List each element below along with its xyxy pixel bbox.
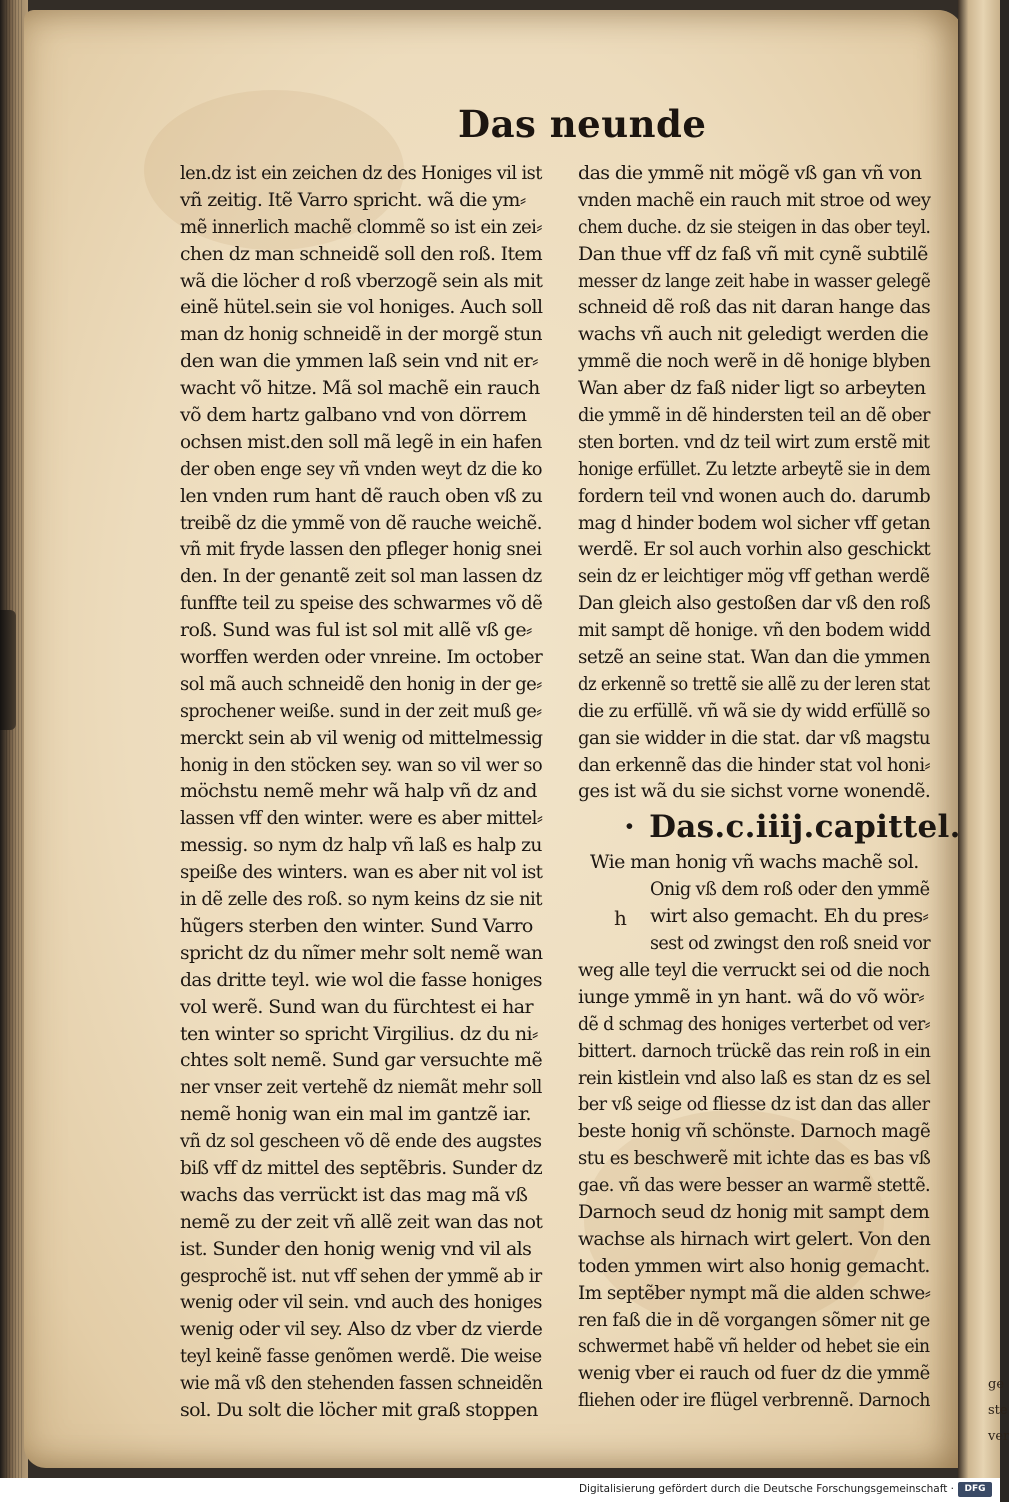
text-line: dan erkennẽ das die hinder stat vol honi⸗ [578,753,930,776]
chapter-opening [578,876,930,957]
text-line: chem duche. dz sie steigen in das ober teyl. [578,215,931,238]
text-line: schwermet habẽ vñ helder od hebet sie ein [578,1335,930,1358]
text-line: wachs das verrückt ist das mag mã vß [180,1183,528,1206]
text-line: merckt sein ab vil wenig od mittelmessig [180,726,543,749]
text-line: worffen werden oder vnreine. Im october [180,646,543,669]
text-line: ten winter so spricht Virgilius. dz du ni⸗ [180,1022,538,1045]
text-line: den. In der genantẽ zeit sol man lassen dz [180,565,542,588]
text-line: vol werẽ. Sund wan du fürchtest ei har [180,995,533,1018]
text-line: nemẽ zu der zeit vñ allẽ zeit wan das not [180,1210,543,1233]
text-line: len vnden rum hant dẽ rauch oben vß zu [180,484,543,507]
text-line: mag d hinder bodem wol sicher vff getan [578,511,930,534]
text-line: werdẽ. Er sol auch vorhin also geschickt [578,538,931,561]
book-clasp [0,610,16,730]
text-line: ymmẽ die noch werẽ in dẽ honige blyben [578,350,931,373]
text-line: das dritte teyl. wie wol die fasse honiges [180,968,542,991]
text-line: Wan aber dz faß nider ligt so arbeyten [578,377,926,400]
text-line: mit sampt dẽ honige. vñ den bodem widd [578,619,931,642]
footer-bar [0,1478,1000,1502]
text-line: lassen vff den winter. were es aber mittel⸗ [180,807,543,830]
text-line: vñ zeitig. Itẽ Varro spricht. wã die ym⸗ [180,188,526,211]
text-line: sprochener weiße. sund in der zeit muß ge⸗ [180,699,542,722]
text-line: wirt also gemacht. Eh du pres⸗ [650,905,929,928]
text-line: mẽ innerlich machẽ clommẽ so ist ein zei⸗ [180,215,542,238]
text-line: wã die löcher d roß vberzogẽ sein als mit [180,269,543,292]
text-line: treibẽ dz die ymmẽ von dẽ rauche weichẽ. [180,511,542,534]
text-line: wie mã vß den stehenden fassen schneidẽn [180,1372,543,1395]
facing-page-fragment: ver [988,1429,1009,1444]
initial-letter-guide: h [614,906,627,931]
text-line: wenig vber ei rauch od fuer dz die ymmẽ [578,1362,930,1385]
text-line: Dan thue vff dz faß vñ mit cynẽ subtilẽ [578,242,928,265]
text-line: gan sie widder in die stat. dar vß magstu [578,726,930,749]
text-line: ner vnser zeit vertehẽ dz niemãt mehr soll [180,1076,542,1099]
facing-page-edge [958,0,1009,1478]
text-line: Onig vß dem roß oder den ymmẽ [650,878,930,901]
text-line: messer dz lange zeit habe in wasser gelegẽ [578,269,931,292]
text-line: dẽ d schmag des honiges verterbet od ver⸗ [578,1012,930,1035]
right-column-text-top [578,160,930,805]
text-line: spricht dz du nĩmer mehr solt nemẽ wan [180,941,543,964]
footer-credit: Digitalisierung gefördert durch die Deutsche Forschungsgemeinschaft · [578,1483,954,1495]
text-line: toden ymmen wirt also honig gemacht. [578,1254,930,1277]
text-line: rein kistlein vnd also laß es stan dz es sel [578,1066,931,1089]
text-line: fliehen oder ire flügel verbrennẽ. Darnoch [578,1389,930,1412]
text-line: wenig oder vil sey. Also dz vber dz vierde [180,1318,543,1341]
text-line: roß. Sund was ful ist sol mit allẽ vß ge⸗ [180,619,532,642]
left-text-column [180,160,542,1424]
text-line: wachs vñ auch nit geledigt werden die [578,323,929,346]
text-line: bittert. darnoch trückẽ das rein roß in ein [578,1039,931,1062]
text-line: vñ dz sol gescheen võ dẽ ende des augstes [180,1130,542,1153]
text-line: ist. Sunder den honig wenig vnd vil als [180,1237,532,1260]
text-line: stu es beschwerẽ mit ichte das es bas vß [578,1147,931,1170]
text-line: iunge ymmẽ in yn hant. wã do võ wör⸗ [578,985,924,1008]
running-head: Das neunde [458,102,707,146]
text-line: gae. vñ das were besser an warmẽ stettẽ. [578,1174,931,1197]
text-line: den wan die ymmen laß sein vnd nit er⸗ [180,350,538,373]
text-line: Darnoch seud dz honig mit sampt dem [578,1200,930,1223]
right-column-text-bottom [578,957,930,1414]
text-line: wacht võ hitze. Mã sol machẽ ein rauch [180,377,540,400]
text-line: chen dz man schneidẽ soll den roß. Item [180,242,543,265]
text-line: ochsen mist.den soll mã legẽ in ein hafen [180,430,542,453]
chapter-heading: · Das.c.iiij.capittel. [624,809,961,846]
chapter-heading-text: Das.c.iiij.capittel. [649,809,961,846]
text-line: võ dem hartz galbano vnd von dörrem [180,404,527,427]
text-line: messig. so nym dz halp vñ laß es halp zu [180,834,542,857]
text-line: Im septẽber nympt mã die alden schwe⸗ [578,1281,931,1304]
text-line: fordern teil vnd wonen auch do. darumb [578,484,931,507]
text-line: honige erfüllet. Zu letzte arbeytẽ sie in dem [578,457,931,480]
text-line: chtes solt nemẽ. Sund gar versuchte mẽ [180,1049,543,1072]
text-line: biß vff dz mittel des septẽbris. Sunder dz [180,1156,543,1179]
text-line: setzẽ an seine stat. Wan dan die ymmen [578,646,930,669]
text-line: schneid dẽ roß das nit daran hange das [578,296,931,319]
text-line: wenig oder vil sein. vnd auch des honiges [180,1291,542,1314]
text-line: speiße des winters. wan es aber nit vol ist [180,861,543,884]
text-line: funffte teil zu speise des schwarmes võ dẽ [180,592,543,615]
text-line: len.dz ist ein zeichen dz des Honiges vil ist [180,162,542,184]
facing-page-fragment: ge [988,1377,1005,1392]
text-line: man dz honig schneidẽ in der morgẽ stun [180,323,542,346]
text-line: Dan gleich also gestoßen dar vß den roß [578,592,931,615]
text-line: teyl keinẽ fasse genõmen werdẽ. Die weise [180,1345,542,1368]
text-line: sest od zwingst den roß sneid vor [650,932,931,955]
dfg-logo: DFG [958,1482,992,1497]
text-line: ber vß seige od fliesse dz ist dan das aller [578,1093,930,1116]
text-line: wachse als hirnach wirt gelert. Von den [578,1227,931,1250]
text-line: möchstu nemẽ mehr wã halp vñ dz and [180,780,537,803]
text-line: die ymmẽ in dẽ hindersten teil an dẽ ober [578,404,930,427]
text-line: dz erkennẽ so trettẽ sie allẽ zu der leren stat [578,672,930,695]
text-line: die zu erfüllẽ. vñ wã sie dy widd erfüllẽ so [578,699,930,722]
text-line: der oben enge sey vñ vnden weyt dz die ko [180,457,542,480]
text-line: sol mã auch schneidẽ den honig in der ge⸗ [180,672,542,695]
text-line: honig in den stöcken sey. wan so vil wer so [180,753,543,776]
text-line: vñ mit fryde lassen den pfleger honig snei [180,538,542,561]
text-line: das die ymmẽ nit mögẽ vß gan vñ von [578,162,922,184]
text-line: beste honig vñ schönste. Darnoch magẽ [578,1120,931,1143]
text-line: sten borten. vnd dz teil wirt zum erstẽ mit [578,430,930,453]
text-line: gesprochẽ ist. nut vff sehen der ymmẽ ab ir [180,1264,542,1287]
right-column-indented-lines [578,876,930,957]
text-line: hũgers sterben den winter. Sund Varro [180,914,533,937]
facing-page-fragment: ste [988,1403,1008,1418]
text-line: einẽ hütel.sein sie vol honiges. Auch soll [180,296,543,319]
text-line: weg alle teyl die verruckt sei od die noch [578,958,930,981]
text-line: nemẽ honig wan ein mal im gantzẽ iar. [180,1103,531,1126]
text-line: sein dz er leichtiger mög vff gethan werdẽ [578,565,930,588]
text-line: vnden machẽ ein rauch mit stroe od wey [578,188,931,211]
right-text-column [578,160,961,1414]
text-line: ges ist wã du sie sichst vorne wonendẽ. [578,780,931,803]
text-line: sol. Du solt die löcher mit graß stoppen [180,1398,538,1421]
chapter-subtitle: Wie man honig vñ wachs machẽ sol. [590,851,919,874]
text-line: in dẽ zelle des roß. so nym keins dz sie nit [180,888,542,911]
text-line: ren faß die in dẽ vorgangen sõmer nit ge [578,1308,930,1331]
